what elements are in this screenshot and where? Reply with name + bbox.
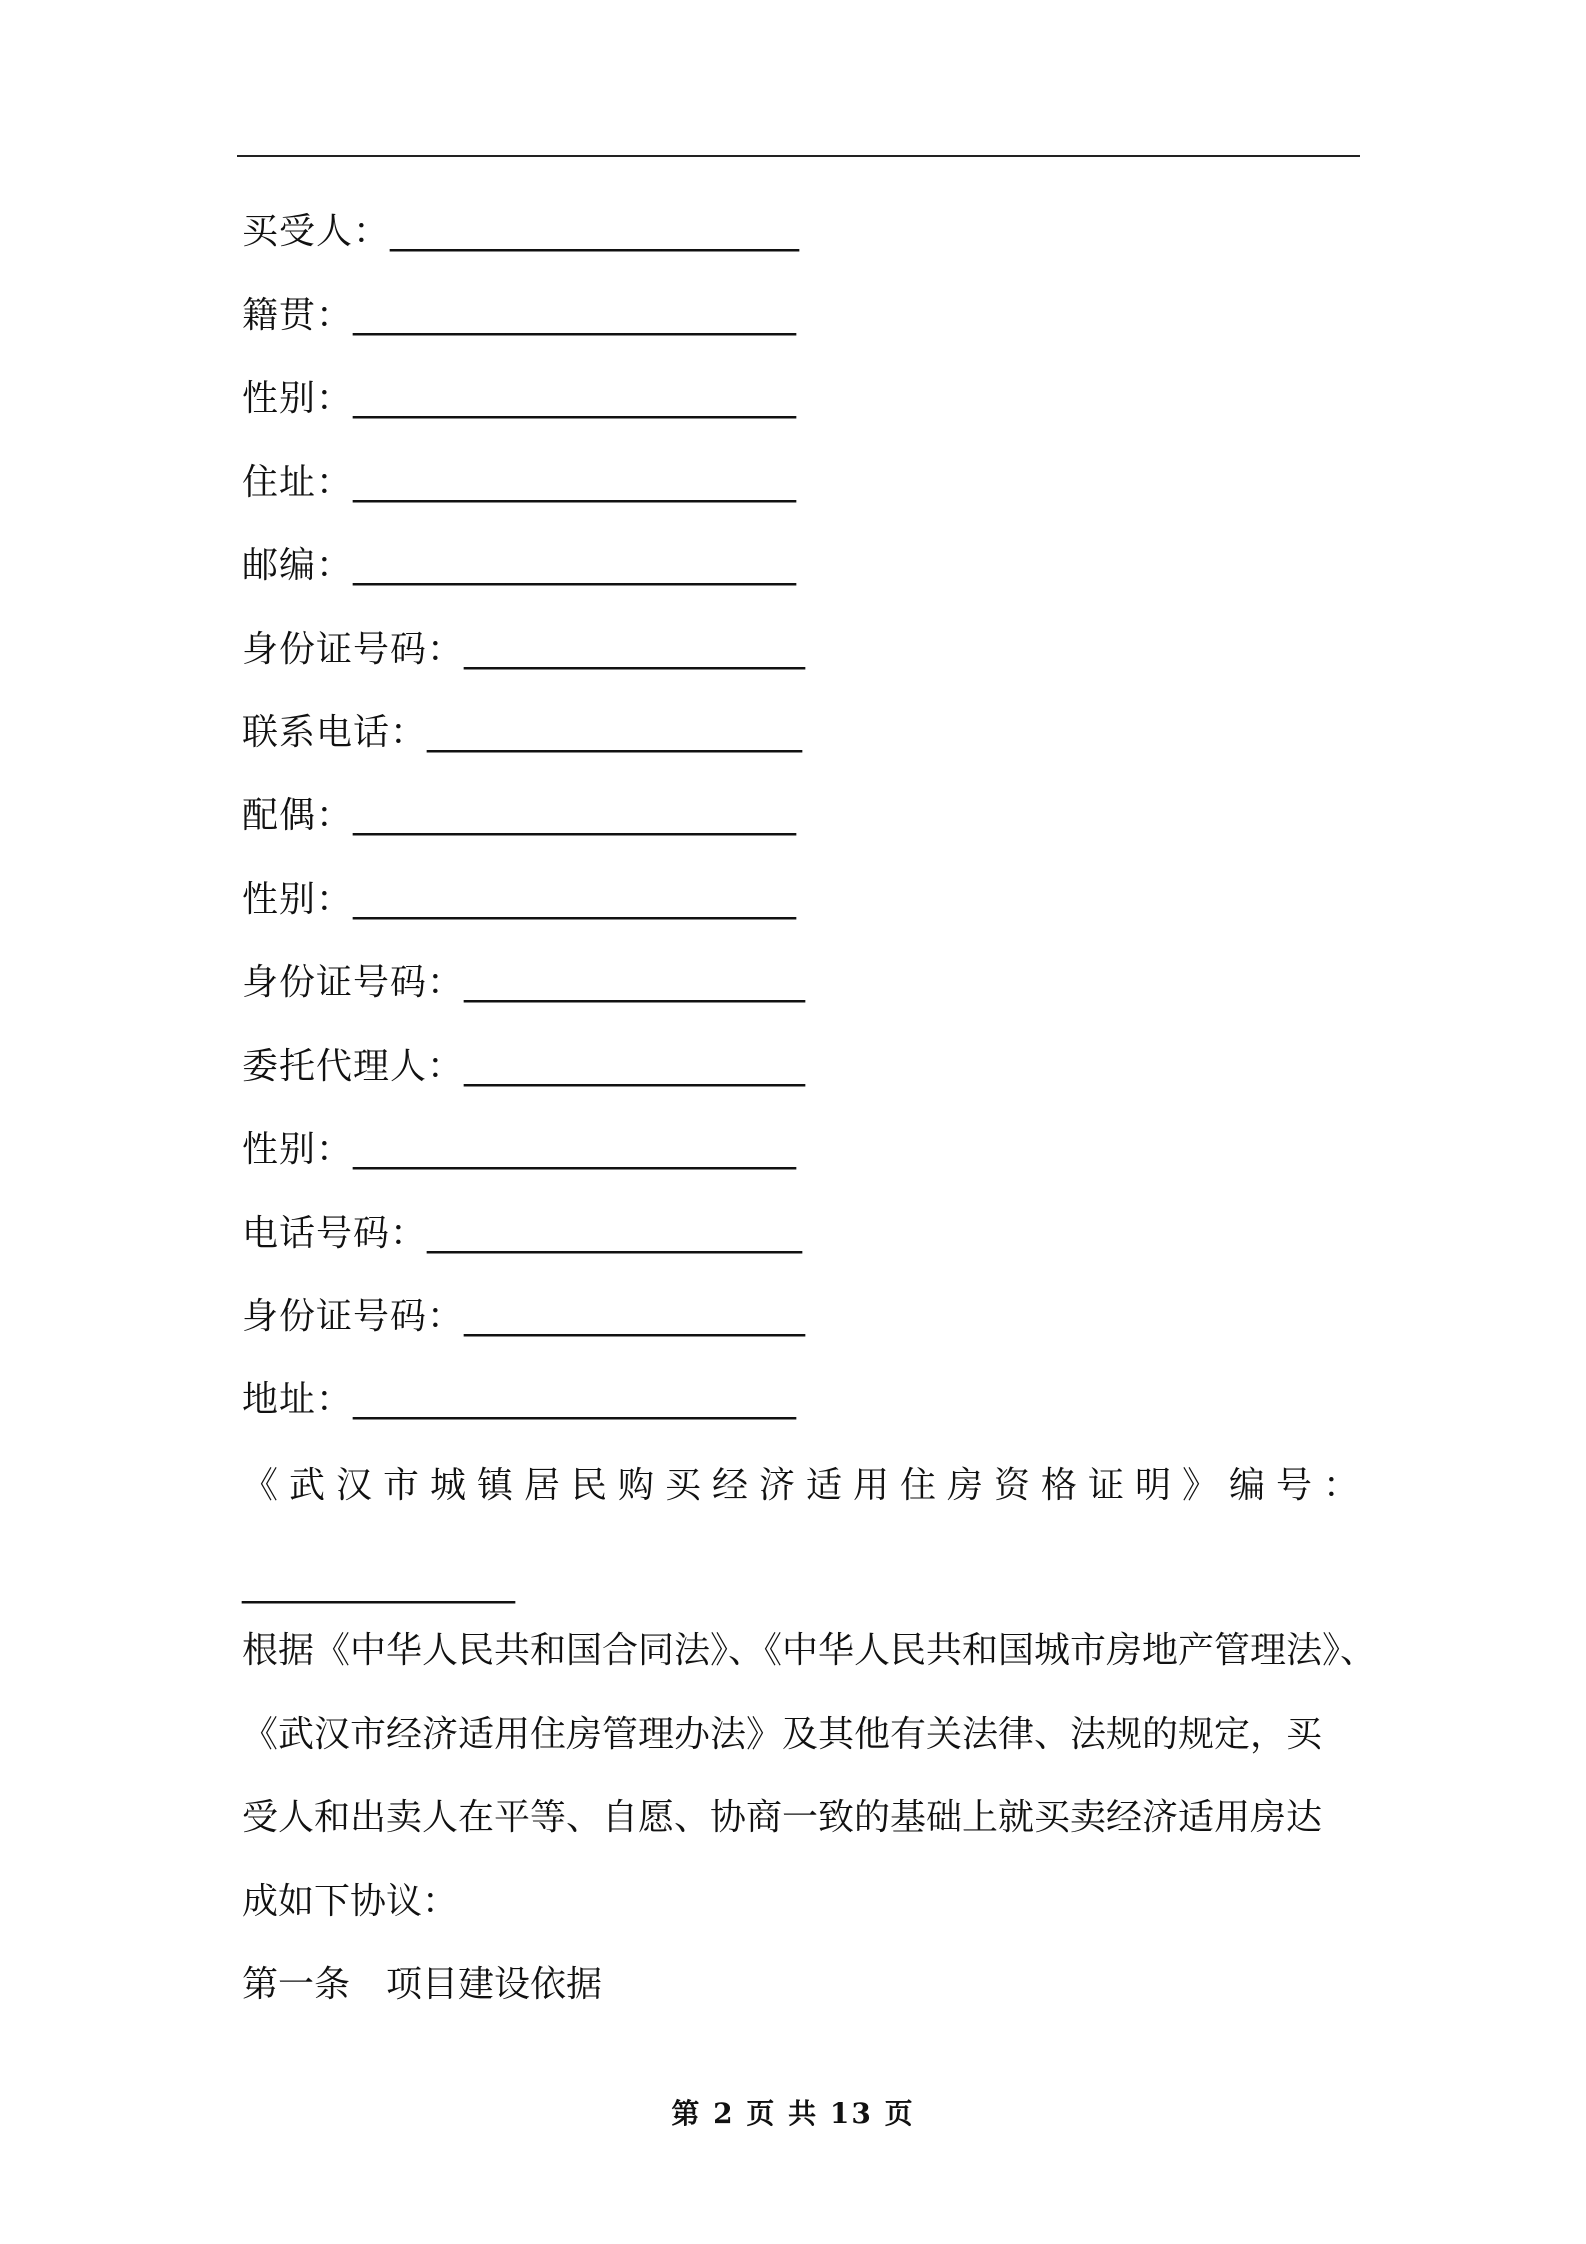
postcode-blank[interactable]: __________________________	[353, 545, 796, 586]
agent-id-blank[interactable]: ____________________	[464, 1296, 805, 1337]
buyer-gender-label: 性别：	[242, 378, 354, 419]
native-place-field	[242, 292, 795, 340]
contact-phone-blank[interactable]: ______________________	[427, 712, 802, 753]
agent-phone-label: 电话号码：	[242, 1213, 428, 1254]
agent-blank[interactable]: ____________________	[464, 1046, 805, 1087]
residence-label: 住址：	[242, 462, 354, 503]
spouse-id-field	[242, 959, 804, 1007]
spouse-field	[242, 792, 795, 840]
agent-gender-field	[242, 1126, 795, 1174]
agent-phone-field	[242, 1210, 801, 1258]
spouse-id-blank[interactable]: ____________________	[464, 962, 805, 1003]
native-place-blank[interactable]: __________________________	[353, 295, 796, 336]
buyer-field	[242, 208, 798, 256]
spouse-gender-field	[242, 876, 795, 924]
spouse-label: 配偶：	[242, 795, 354, 836]
agent-address-blank[interactable]: __________________________	[353, 1379, 796, 1420]
contact-phone-label: 联系电话：	[242, 712, 428, 753]
agent-field	[242, 1043, 804, 1091]
buyer-gender-field	[242, 375, 795, 423]
buyer-id-blank[interactable]: ____________________	[464, 629, 805, 670]
certificate-number-line: 《武汉市城镇居民购买经济适用住房资格证明》编号：	[242, 1465, 1371, 1506]
contact-phone-field	[242, 709, 801, 757]
residence-field	[242, 459, 795, 507]
agent-address-label: 地址：	[242, 1379, 354, 1420]
spouse-gender-label: 性别：	[242, 879, 354, 920]
buyer-gender-blank[interactable]: __________________________	[353, 378, 796, 419]
postcode-label: 邮编：	[242, 545, 354, 586]
agent-address-field	[242, 1376, 795, 1424]
spouse-gender-blank[interactable]: __________________________	[353, 879, 796, 920]
postcode-field	[242, 542, 795, 590]
buyer-id-field	[242, 626, 804, 674]
agent-phone-blank[interactable]: ______________________	[427, 1213, 802, 1254]
spouse-blank[interactable]: __________________________	[353, 795, 796, 836]
agent-gender-label: 性别：	[242, 1129, 354, 1170]
residence-blank[interactable]: __________________________	[353, 462, 796, 503]
native-place-label: 籍贯：	[242, 295, 354, 336]
agent-label: 委托代理人：	[242, 1046, 465, 1087]
body-line-3: 受人和出卖人在平等、自愿、协商一致的基础上就买卖经济适用房达	[242, 1797, 1323, 1838]
body-line-4: 成如下协议：	[242, 1881, 459, 1922]
article-heading: 第一条 项目建设依据	[242, 1964, 603, 2005]
agent-id-field	[242, 1293, 804, 1341]
buyer-id-label: 身份证号码：	[242, 629, 465, 670]
body-line-1: 根据《中华人民共和国合同法》、《中华人民共和国城市房地产管理法》、	[242, 1630, 1377, 1671]
buyer-label: 买受人：	[242, 211, 391, 252]
certificate-number-blank[interactable]: ________________	[242, 1563, 514, 1604]
body-line-2: 《武汉市经济适用住房管理办法》及其他有关法律、法规的规定，买	[242, 1714, 1323, 1755]
agent-id-label: 身份证号码：	[242, 1296, 465, 1337]
header-rule	[237, 155, 1360, 157]
agent-gender-blank[interactable]: __________________________	[353, 1129, 796, 1170]
page-footer: 第 2 页 共 13 页	[671, 2097, 915, 2130]
buyer-blank[interactable]: ________________________	[390, 211, 799, 252]
spouse-id-label: 身份证号码：	[242, 962, 465, 1003]
